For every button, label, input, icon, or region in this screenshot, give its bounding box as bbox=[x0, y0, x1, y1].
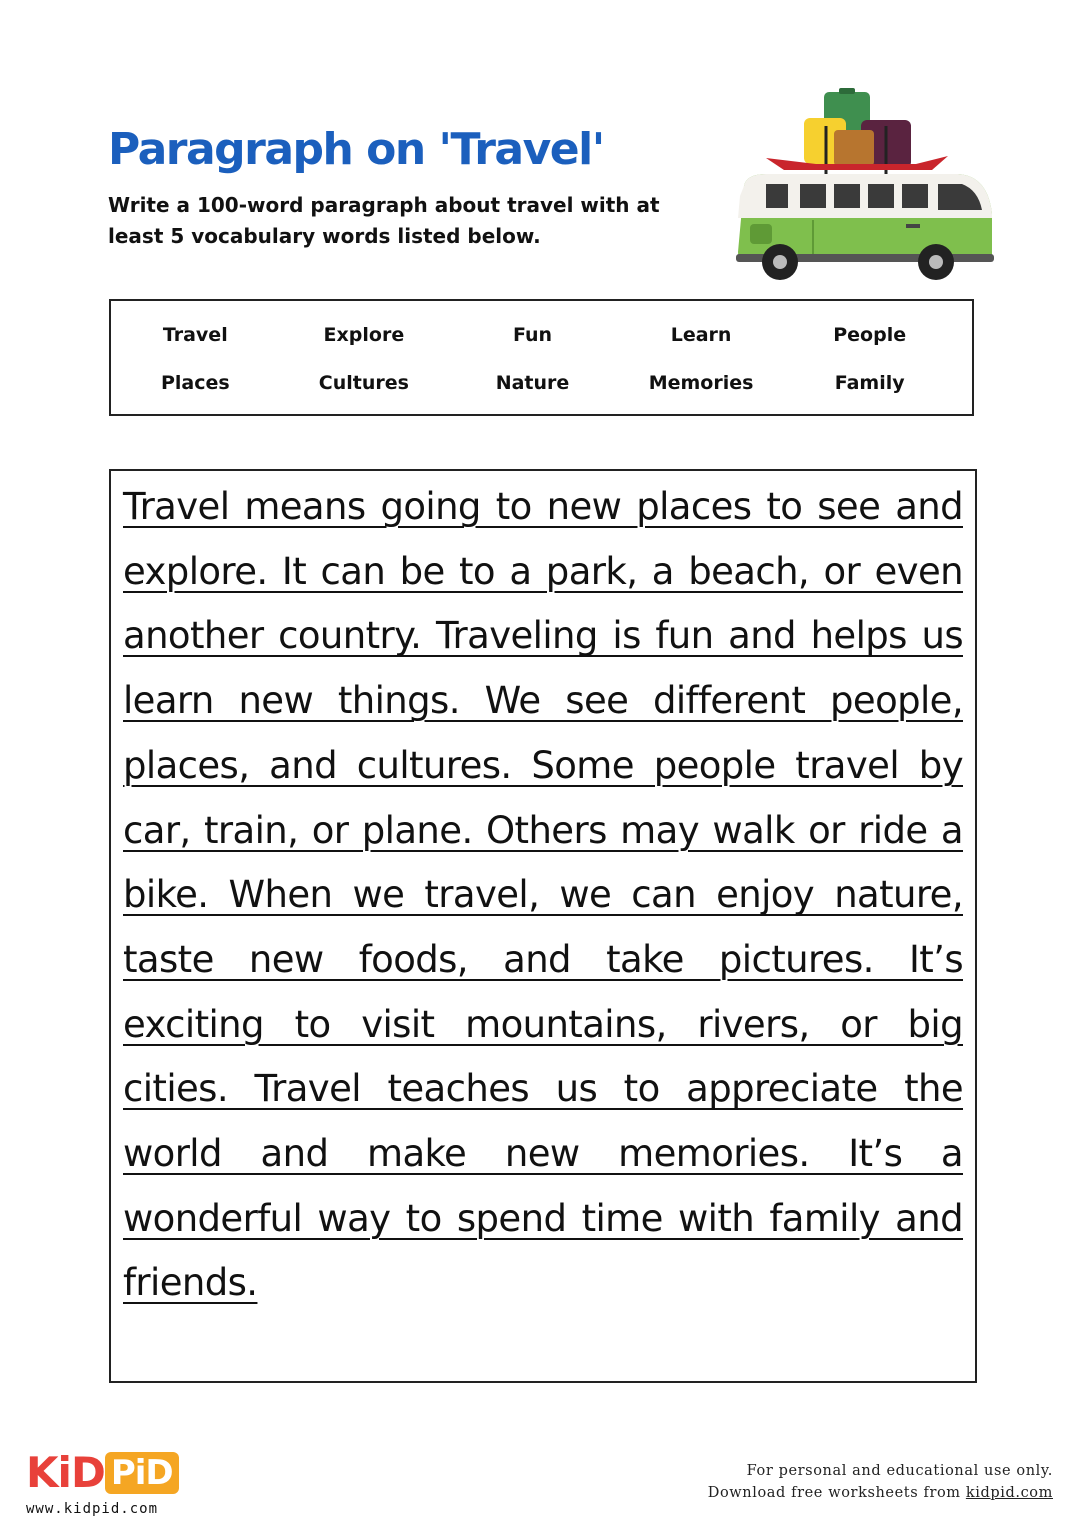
vocabulary-word: Fun bbox=[512, 324, 553, 346]
vocabulary-grid bbox=[111, 301, 972, 407]
van-illustration bbox=[726, 86, 996, 286]
paragraph-box bbox=[109, 469, 977, 1383]
footer-download-note bbox=[708, 1482, 1053, 1504]
page-title: Paragraph on 'Travel' bbox=[108, 124, 604, 175]
vocabulary-word: Memories bbox=[648, 372, 754, 394]
vocabulary-word: People bbox=[833, 324, 907, 346]
kidpid-logo bbox=[26, 1448, 179, 1517]
kidpid-link[interactable]: kidpid.com bbox=[965, 1485, 1053, 1501]
logo-pid-text: PiD bbox=[105, 1452, 179, 1494]
footer-download-text: Download free worksheets from bbox=[707, 1485, 966, 1501]
logo-kid-text: KiD bbox=[26, 1448, 105, 1497]
vocabulary-word: Places bbox=[160, 372, 230, 394]
footer bbox=[708, 1460, 1053, 1504]
vocabulary-word: Family bbox=[834, 372, 905, 394]
vocabulary-word: Learn bbox=[670, 324, 732, 346]
vocabulary-word: Explore bbox=[323, 324, 405, 346]
vocabulary-word: Nature bbox=[495, 372, 570, 394]
paragraph-text: Travel means going to new places to see and explore. It can be to a park, a beach, or even another country. Traveling is fun and helps us learn new things. We see different people, places, and cultures. Some people travel by car, train, or plane. Others may walk or ride a bike. When we travel, we can enjoy nature, taste new foods, and take pictures. It’s exciting to visit mountains, rivers, or big cities. Travel teaches us to appreciate the world and make new memories. It’s a wonderful way to spend time with family and friends. bbox=[123, 485, 963, 1305]
logo-url: www.kidpid.com bbox=[26, 1501, 159, 1517]
vocabulary-word: Travel bbox=[162, 324, 228, 346]
instructions: Write a 100-word paragraph about travel with at least 5 vocabulary words listed below. bbox=[108, 193, 660, 248]
vocabulary-word: Cultures bbox=[318, 372, 409, 394]
brown-suitcase bbox=[834, 130, 874, 166]
vocabulary-box bbox=[109, 299, 974, 416]
footer-usage-note: For personal and educational use only. bbox=[746, 1463, 1053, 1479]
